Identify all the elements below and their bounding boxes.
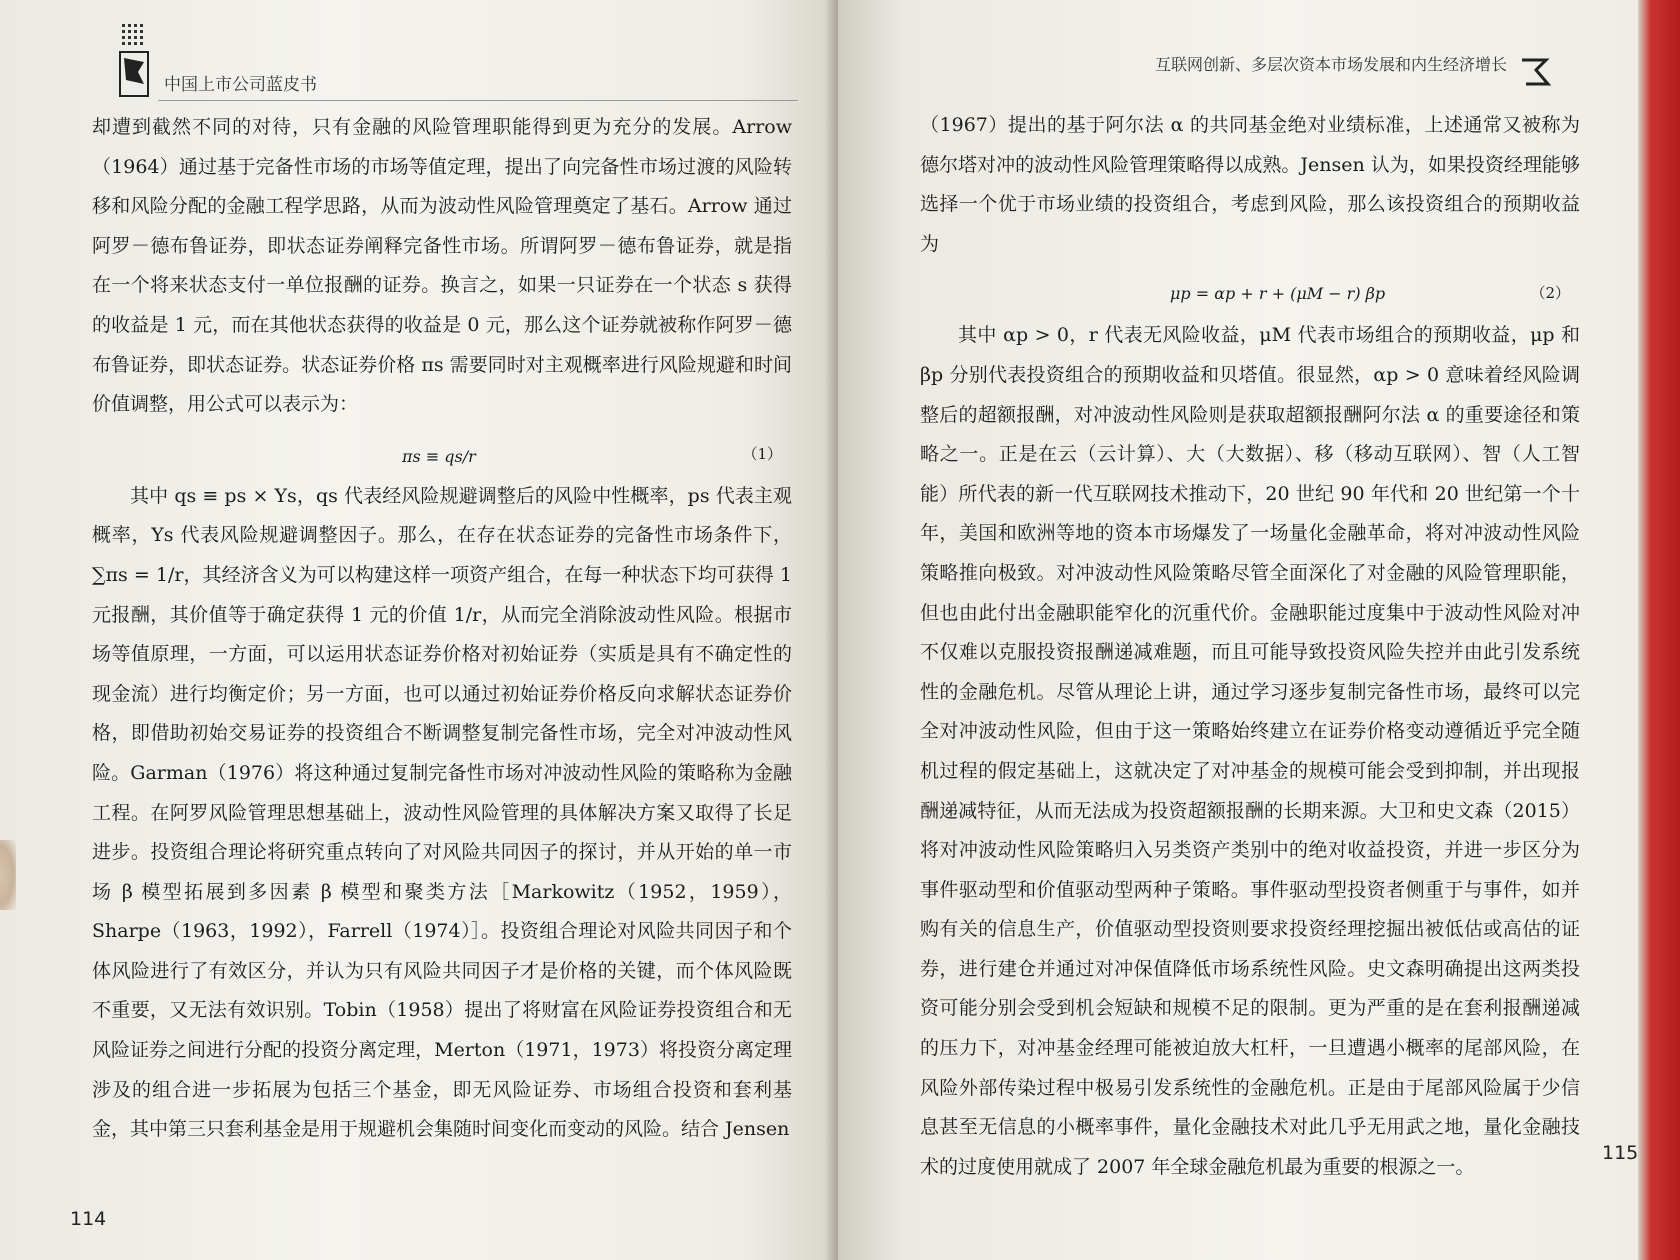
- left-page: [0, 0, 838, 1260]
- running-head-right: 互联网创新、多层次资本市场发展和内生经济增长: [1155, 55, 1508, 74]
- left-page-number: 114: [70, 1208, 107, 1230]
- equation-1-formula: πs ≡ qs/r: [402, 446, 476, 466]
- right-paragraph-2: 其中 αp > 0，r 代表无风险收益，μM 代表市场组合的预期收益，μp 和 βp 分别代表投资组合的预期收益和贝塔值。很显然，αp > 0 意味着经风险调整后的超额报酬，对冲波动性风险则是获取超额报酬阿尔法 α 的重要途径和策略之一。正是在云（云计算）、大（大数据）、移（移动互联网）、智（人工智能）所代表的新一代互联网技术推动下，20 世纪 90 年代和 20 世纪第一个十年，美国和欧洲等地的资本市场爆发了一场量化金融革命，将对冲波动性风险策略推向极致。对冲波动性风险策略尽管全面深化了对金融的风险管理职能，但也由此付出金融职能窄化的沉重代价。金融职能过度集中于波动性风险对冲不仅难以克服投资报酬递减难题，而且可能导致投资风险失控并由此引发系统性的金融危机。尽管从理论上讲，通过学习逐步复制完备性市场，最终可以完全对冲波动性风险，但由于这一策略始终建立在证券价格变动遵循近乎完全随机过程的假定基础上，这就决定了对冲基金的规模可能会受到抑制，并出现报酬递减特征，从而无法成为投资超额报酬的长期来源。大卫和史文森（2015）将对冲波动性风险策略归入另类资产类别中的绝对收益投资，并进一步区分为事件驱动型和价值驱动型两种子策略。事件驱动型投资者侧重于与事件，如并购有关的信息生产，价值驱动型投资则要求投资经理挖掘出被低估或高估的证券，进行建仓并通过对冲保值降低市场系统性风险。史文森明确提出这两类投资可能分别会受到机会短缺和规模不足的限制。更为严重的是在套利报酬递减的压力下，对冲基金经理可能被迫放大杠杆，一旦遭遇小概率的尾部风险，在风险外部传染过程中极易引发系统性的金融危机。正是由于尾部风险属于少信息甚至无信息的小概率事件，量化金融技术对此几乎无用武之地，量化金融技术的过度使用就成了 2007 年全球金融危机最为重要的根源之一。: [920, 324, 1580, 1178]
- left-page-body: [92, 108, 792, 1150]
- equation-1: [92, 425, 792, 477]
- equation-2: [920, 264, 1580, 316]
- equation-2-formula: μp = αp + r + (μM − r) βp: [1170, 284, 1386, 304]
- running-head-left: 中国上市公司蓝皮书: [164, 75, 317, 95]
- left-page-header: [118, 22, 798, 102]
- equation-1-number: （1）: [742, 444, 782, 463]
- book-cover-edge: [1638, 0, 1680, 1260]
- right-page: [838, 0, 1638, 1260]
- book-series-logo-icon: [118, 22, 152, 100]
- thumb-edge: [0, 840, 16, 910]
- right-paragraph-1: （1967）提出的基于阿尔法 α 的共同基金绝对业绩标准，上述通常又被称为德尔塔对冲的波动性风险管理策略得以成熟。Jensen 认为，如果投资经理能够选择一个优于市场业绩的投资组合，考虑到风险，那么该投资组合的预期收益为: [920, 114, 1580, 255]
- equation-2-number: （2）: [1530, 284, 1570, 303]
- right-page-number: 115: [1602, 1142, 1639, 1164]
- chapter-corner-icon: [1518, 54, 1554, 90]
- left-paragraph-1: 却遭到截然不同的对待，只有金融的风险管理职能得到更为充分的发展。Arrow（1964）通过基于完备性市场的市场等值定理，提出了向完备性市场过渡的风险转移和风险分配的金融工程学思路，从而为波动性风险管理奠定了基石。Arrow 通过阿罗－德布鲁证券，即状态证券阐释完备性市场。所谓阿罗－德布鲁证券，就是指在一个将来状态支付一单位报酬的证券。换言之，如果一只证券在一个状态 s 获得的收益是 1 元，而在其他状态获得的收益是 0 元，那么这个证券就被称作阿罗－德布鲁证券，即状态证券。状态证券价格 πs 需要同时对主观概率进行风险规避和时间价值调整，用公式可以表示为：: [92, 116, 792, 416]
- header-rule: [158, 100, 798, 101]
- right-page-body: [920, 106, 1580, 1187]
- left-paragraph-2: 其中 qs ≡ ps × Ys，qs 代表经风险规避调整后的风险中性概率，ps 代表主观概率，Ys 代表风险规避调整因子。那么，在存在状态证券的完备性市场条件下，∑πs = 1/r，其经济含义为可以构建这样一项资产组合，在每一种状态下均可获得 1 元报酬，其价值等于确定获得 1 元的价值 1/r，从而完全消除波动性风险。根据市场等值原理，一方面，可以运用状态证券价格对初始证券（实质是具有不确定性的现金流）进行均衡定价；另一方面，也可以通过初始证券价格反向求解状态证券价格，即借助初始交易证券的投资组合不断调整复制完备性市场，完全对冲波动性风险。Garman（1976）将这种通过复制完备性市场对冲波动性风险的策略称为金融工程。在阿罗风险管理思想基础上，波动性风险管理的具体解决方案又取得了长足进步。投资组合理论将研究重点转向了对风险共同因子的探讨，并从开始的单一市场 β 模型拓展到多因素 β 模型和聚类方法［Markowitz（1952，1959），Sharpe（1963，1992），Farrell（1974）］。投资组合理论对风险共同因子和个体风险进行了有效区分，并认为只有风险共同因子才是价格的关键，而个体风险既不重要，又无法有效识别。Tobin（1958）提出了将财富在风险证券投资组合和无风险证券之间进行分配的投资分离定理，Merton（1971，1973）将投资分离定理涉及的组合进一步拓展为包括三个基金，即无风险证券、市场组合投资和套利基金，其中第三只套利基金是用于规避机会集随时间变化而变动的风险。结合 Jensen: [92, 484, 792, 1141]
